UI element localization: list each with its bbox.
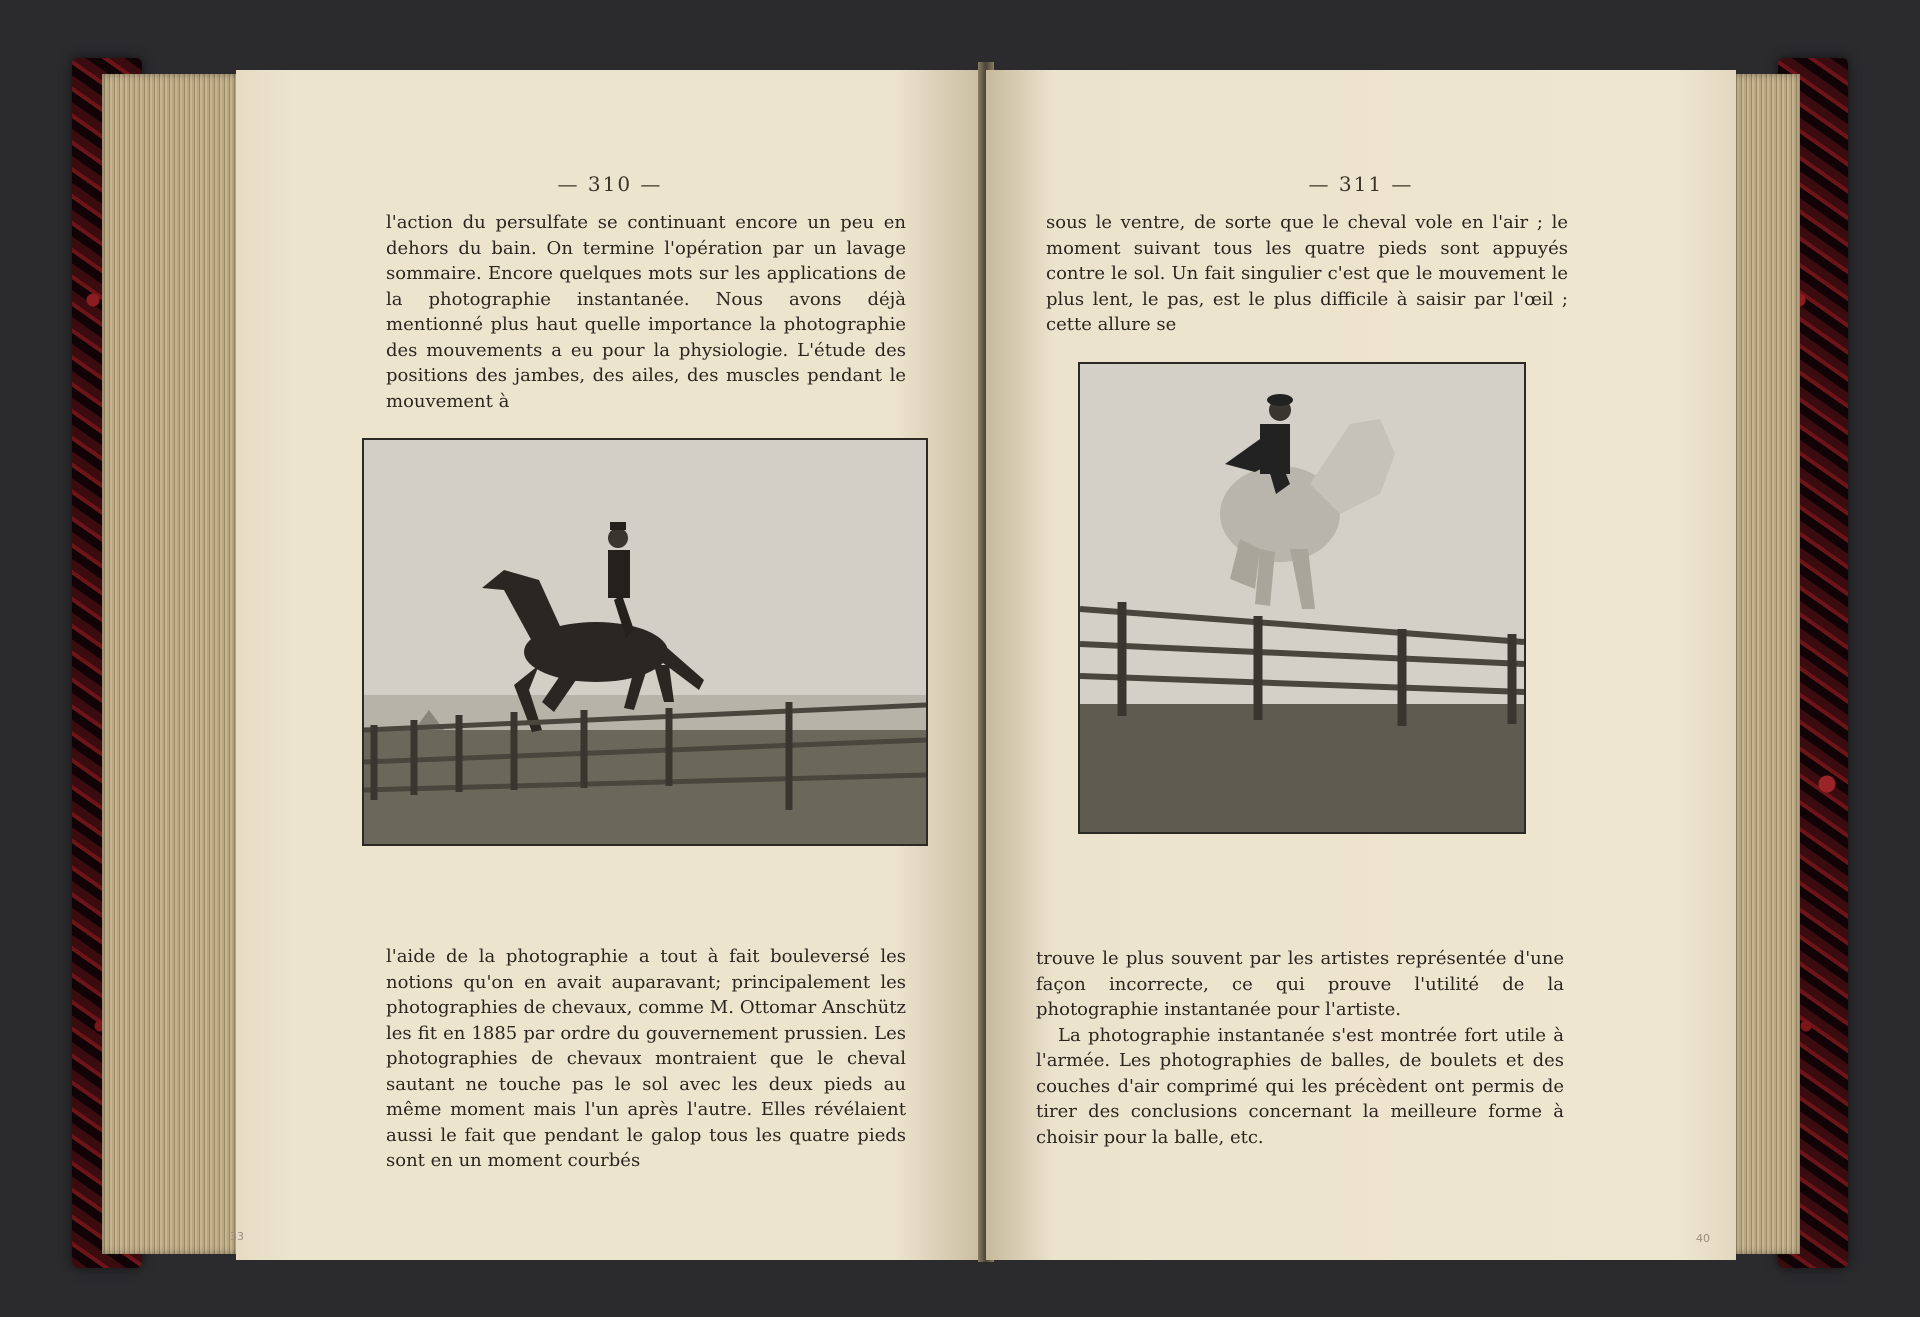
jumping-horse-illustration-left xyxy=(364,440,926,844)
jumping-horse-illustration-right xyxy=(1080,364,1524,832)
left-page-number: — 310 — xyxy=(557,172,663,196)
right-page-top-paragraph: sous le ventre, de sorte que le cheval vole en l'air ; le moment suivant tous les quatre pieds sont appuyés contre le sol. Un fait singulier c'est que le mouvement le plus lent, le pas, est le plus difficile à saisir par l'œil ; cette allure se xyxy=(1046,212,1568,335)
left-page-top-paragraph: l'action du persulfate se continuant encore un peu en dehors du bain. On termine l'opération par un lavage sommaire. Encore quelques mots sur les applications de la photographie instantanée. Nous avons déjà mentionné plus haut quelle importance la photographie des mouvements a eu pour la physiologie. L'étude des positions des jambes, des ailes, des muscles pendant le mouvement à xyxy=(386,212,906,412)
left-page xyxy=(230,70,984,1260)
right-page xyxy=(986,70,1736,1260)
left-margin-mark: 33 xyxy=(230,1230,244,1243)
right-page-bottom-text-1: trouve le plus souvent par les artistes représentée d'une façon incorrecte, ce qui prouve l'utilité de la photographie instantanée pour l'artiste. xyxy=(1036,948,1564,1020)
right-page-number: — 311 — xyxy=(1308,172,1414,196)
jumping-horse-photo-left xyxy=(362,438,928,846)
left-page-bottom-paragraph: l'aide de la photographie a tout à fait bouleversé les notions qu'on en avait auparavant; principalement les photographies de chevaux, comme M. Ottomar Anschütz les fit en 1885 par ordre du gouvernement prussien. Les photographies de chevaux montraient que le cheval sautant ne touche pas le sol avec les deux pieds au même moment mais l'un après l'autre. Elles révélaient aussi le fait que pendant le galop tous les quatre pieds sont en un moment courbés xyxy=(386,946,906,1171)
jumping-horse-photo-right xyxy=(1078,362,1526,834)
right-margin-mark: 40 xyxy=(1696,1232,1710,1245)
right-page-bottom-paragraph-1 xyxy=(1036,946,1564,1150)
right-page-edges xyxy=(1734,74,1800,1254)
left-page-edges xyxy=(102,74,238,1254)
right-page-bottom-text-2: La photographie instantanée s'est montrée fort utile à l'armée. Les photographies de balles, de boulets et des couches d'air comprimé qui les précèdent ont permis de tirer des conclusions concernant la meilleure forme à choisir pour la balle, etc. xyxy=(1036,1024,1564,1148)
